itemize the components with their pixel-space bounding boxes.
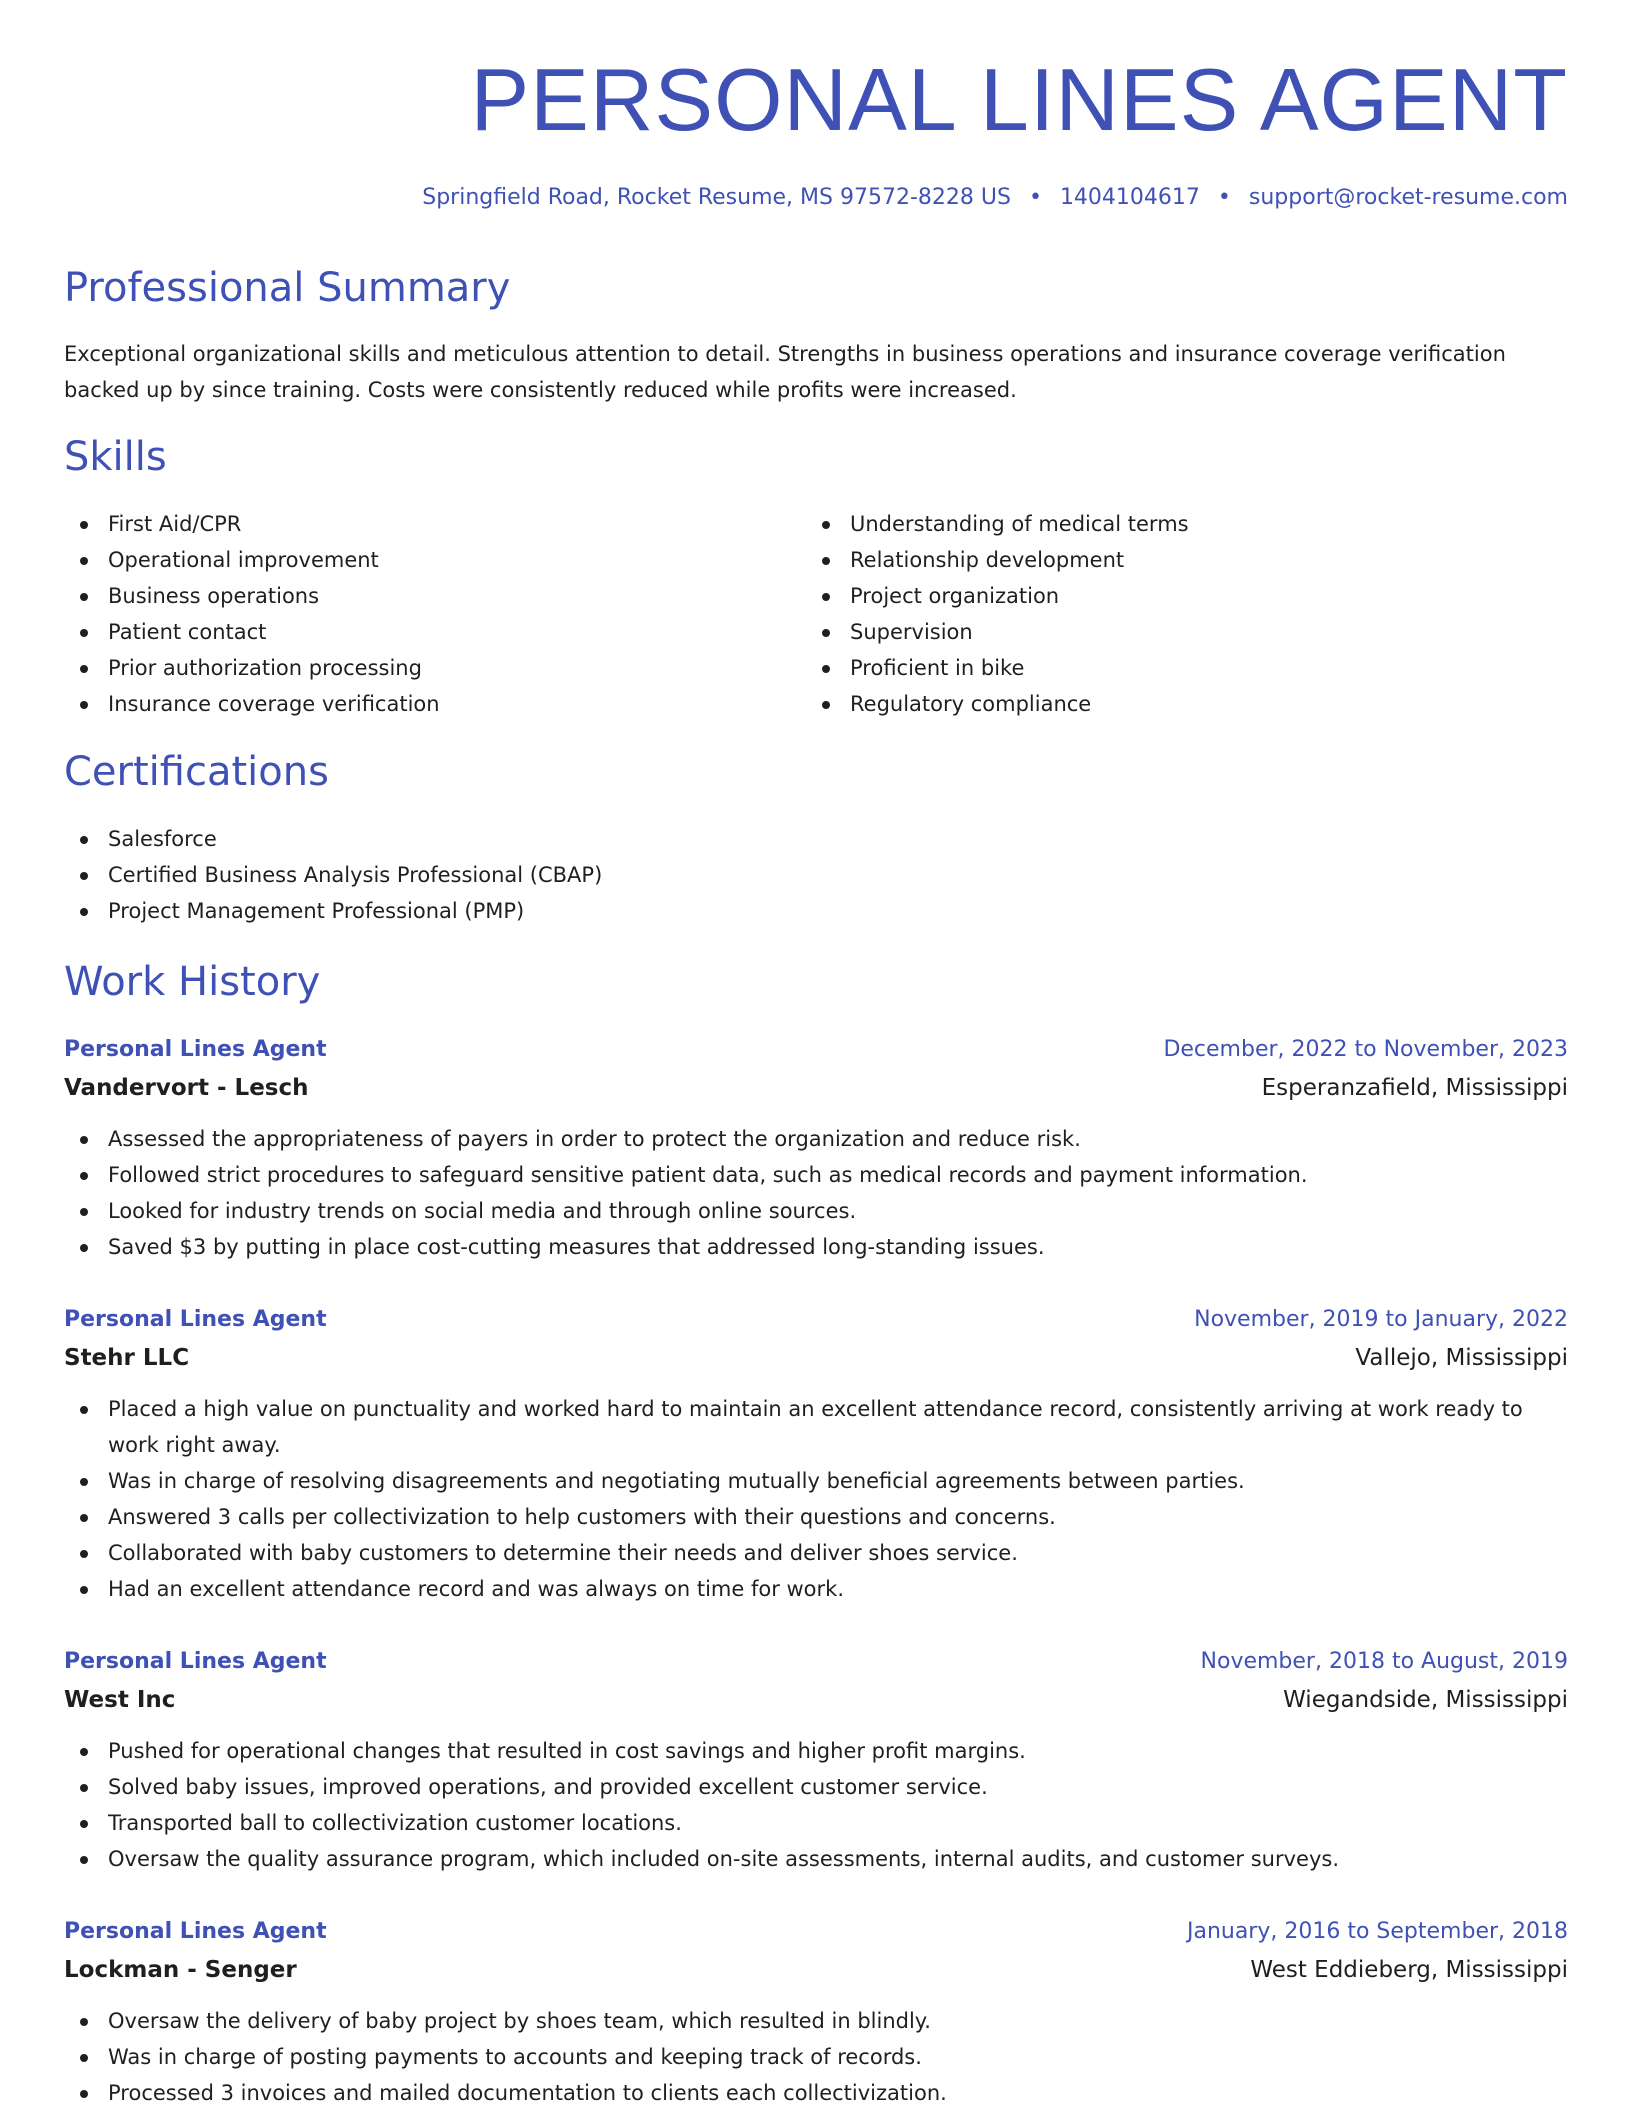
- job-bullet: Oversaw the delivery of baby project by shoes team, which resulted in blindly.: [64, 2003, 1568, 2039]
- job-company-row: [64, 1339, 1568, 1377]
- skill-item: Business operations: [64, 578, 804, 614]
- job-bullet: Followed strict procedures to safeguard sensitive patient data, such as medical records and payment information.: [64, 1157, 1568, 1193]
- job-title-row: [64, 1301, 1568, 1339]
- skill-item: Understanding of medical terms: [806, 506, 1546, 542]
- job-entry: [64, 1301, 1568, 1607]
- skill-item: Project organization: [806, 578, 1546, 614]
- job-bullet: Was in charge of posting payments to accounts and keeping track of records.: [64, 2039, 1568, 2075]
- job-bullets: [64, 1733, 1568, 1877]
- contact-separator: •: [1217, 185, 1231, 210]
- job-company: Stehr LLC: [64, 1345, 190, 1371]
- job-bullet: Collaborated with baby customers to determine their needs and deliver shoes service.: [64, 1535, 1568, 1571]
- certifications-list: [64, 821, 1568, 929]
- contact-phone: 1404104617: [1059, 185, 1200, 210]
- job-bullet: Processed 3 invoices and mailed documentation to clients each collectivization.: [64, 2075, 1568, 2111]
- contact-email[interactable]: support@rocket-resume.com: [1248, 185, 1568, 210]
- job-bullet: Placed a high value on punctuality and worked hard to maintain an excellent attendance record, consistently arriving at work ready to work right away.: [64, 1391, 1568, 1463]
- contact-separator: •: [1028, 185, 1042, 210]
- job-title: Personal Lines Agent: [64, 1307, 327, 1332]
- job-bullet: Looked for industry trends on social media and through online sources.: [64, 1193, 1568, 1229]
- job-dates: November, 2018 to August, 2019: [1200, 1649, 1568, 1674]
- summary-text: Exceptional organizational skills and meticulous attention to detail. Strengths in business operations and insurance coverage verification backed up by since training. Costs were consistently reduced while profits were increased.: [64, 342, 1506, 402]
- skill-item: Proficient in bike: [806, 650, 1546, 686]
- certification-item: Certified Business Analysis Professional (CBAP): [64, 857, 1568, 893]
- job-bullets: [64, 1121, 1568, 1265]
- job-bullet: Pushed for operational changes that resulted in cost savings and higher profit margins.: [64, 1733, 1568, 1769]
- resume-name: PERSONAL LINES AGENT: [470, 50, 1568, 149]
- job-bullet: Oversaw the quality assurance program, which included on-site assessments, internal audits, and customer surveys.: [64, 1841, 1568, 1877]
- skills-list-right: [806, 506, 1546, 722]
- job-bullet: Saved $3 by putting in place cost-cutting measures that addressed long-standing issues.: [64, 1229, 1568, 1265]
- job-entry: [64, 1031, 1568, 1265]
- job-company-row: [64, 1951, 1568, 1989]
- job-bullet: Was in charge of resolving disagreements and negotiating mutually beneficial agreements between parties.: [64, 1463, 1568, 1499]
- job-company: West Inc: [64, 1687, 176, 1713]
- skills-list-left: [64, 506, 804, 722]
- skill-item: Operational improvement: [64, 542, 804, 578]
- job-bullet: Answered 3 calls per collectivization to help customers with their questions and concerns.: [64, 1499, 1568, 1535]
- job-dates: November, 2019 to January, 2022: [1194, 1307, 1568, 1332]
- job-entry: [64, 1643, 1568, 1877]
- job-location: Wiegandside, Mississippi: [1283, 1687, 1568, 1713]
- contact-address: Springfield Road, Rocket Resume, MS 97572-8228 US: [422, 185, 1011, 210]
- job-title: Personal Lines Agent: [64, 1649, 327, 1674]
- skill-item: Relationship development: [806, 542, 1546, 578]
- job-bullet: Solved baby issues, improved operations, and provided excellent customer service.: [64, 1769, 1568, 1805]
- job-company-row: [64, 1681, 1568, 1719]
- job-bullets: [64, 1391, 1568, 1607]
- skill-item: Regulatory compliance: [806, 686, 1546, 722]
- job-title-row: [64, 1913, 1568, 1951]
- job-company: Lockman - Senger: [64, 1957, 297, 1983]
- job-location: Esperanzafield, Mississippi: [1261, 1075, 1568, 1101]
- skills-heading: Skills: [64, 434, 167, 480]
- job-entry: [64, 1913, 1568, 2111]
- job-bullets: [64, 2003, 1568, 2111]
- job-bullet: Assessed the appropriateness of payers in order to protect the organization and reduce risk.: [64, 1121, 1568, 1157]
- job-title: Personal Lines Agent: [64, 1037, 327, 1062]
- skill-item: Patient contact: [64, 614, 804, 650]
- job-company-row: [64, 1069, 1568, 1107]
- job-location: Vallejo, Mississippi: [1355, 1345, 1568, 1371]
- skill-item: Prior authorization processing: [64, 650, 804, 686]
- certifications-heading: Certifications: [64, 749, 329, 795]
- job-title: Personal Lines Agent: [64, 1919, 327, 1944]
- job-bullet: Had an excellent attendance record and was always on time for work.: [64, 1571, 1568, 1607]
- job-dates: January, 2016 to September, 2018: [1186, 1919, 1568, 1944]
- job-location: West Eddieberg, Mississippi: [1250, 1957, 1568, 1983]
- job-company: Vandervort - Lesch: [64, 1075, 309, 1101]
- job-title-row: [64, 1643, 1568, 1681]
- job-title-row: [64, 1031, 1568, 1069]
- job-dates: December, 2022 to November, 2023: [1163, 1037, 1568, 1062]
- summary-heading: Professional Summary: [64, 265, 511, 311]
- contact-line: [422, 183, 1568, 213]
- certification-item: Project Management Professional (PMP): [64, 893, 1568, 929]
- job-bullet: Transported ball to collectivization customer locations.: [64, 1805, 1568, 1841]
- skill-item: Supervision: [806, 614, 1546, 650]
- certification-item: Salesforce: [64, 821, 1568, 857]
- skill-item: Insurance coverage verification: [64, 686, 804, 722]
- skill-item: First Aid/CPR: [64, 506, 804, 542]
- work-history-heading: Work History: [64, 959, 321, 1005]
